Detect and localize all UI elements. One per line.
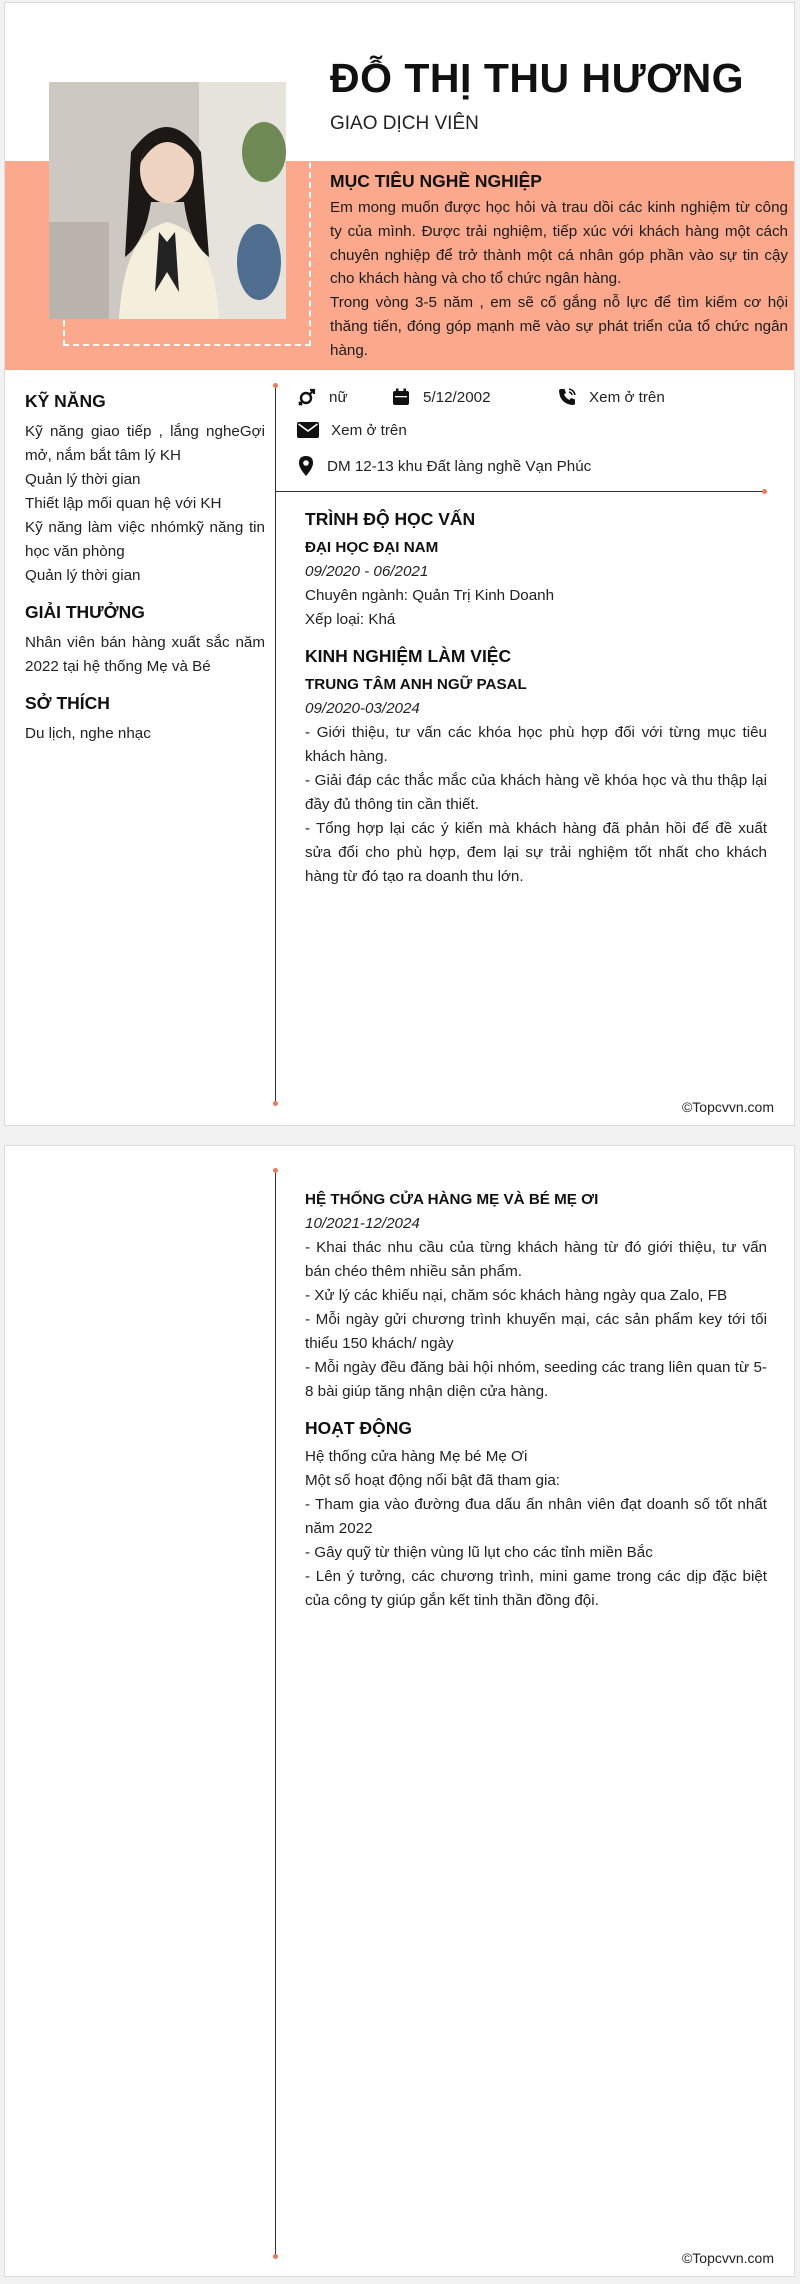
award-item: Nhân viên bán hàng xuất sắc năm 2022 tại hệ thống Mẹ và Bé (25, 634, 265, 675)
education-detail: Chuyên ngành: Quản Trị Kinh Doanh (305, 587, 555, 604)
timeline-dot (273, 383, 278, 388)
contact-birthday (391, 387, 491, 407)
calendar-icon (391, 387, 411, 407)
gender-icon (297, 387, 317, 407)
job-duty: - Giải đáp các thắc mắc của khách hàng về khóa học và thu thập lại đầy đủ thông tin cần thiết. (305, 772, 767, 813)
divider-dot (762, 489, 767, 494)
gender-value: nữ (329, 388, 348, 406)
hobby-item: Du lịch, nghe nhạc (25, 725, 151, 742)
company-name: HỆ THỐNG CỬA HÀNG MẸ VÀ BÉ MẸ ƠI (305, 1191, 599, 1208)
mail-icon (297, 421, 319, 439)
location-pin-icon (297, 455, 315, 477)
job-duty: - Mỗi ngày gửi chương trình khuyến mại, các sản phẩm key tới tối thiểu 150 khách/ ngày (305, 1311, 767, 1352)
company-name: TRUNG TÂM ANH NGỮ PASAL (305, 676, 527, 693)
objective-paragraph: Trong vòng 3-5 năm , em sẽ cố gắng nỗ lực để tìm kiếm cơ hội thăng tiến, đóng góp mạnh mẽ vào sự phát triển của tổ chức ngân hàng. (330, 294, 788, 359)
hobbies-heading: SỞ THÍCH (25, 693, 110, 713)
contact-gender (297, 387, 348, 407)
phone-icon (557, 387, 577, 407)
job-title: GIAO DỊCH VIÊN (330, 113, 479, 134)
experience-job-2 (305, 1188, 767, 1404)
education-section (305, 509, 767, 632)
activity-line: Hệ thống cửa hàng Mẹ bé Mẹ Ơi (305, 1448, 528, 1465)
birthday-value: 5/12/2002 (423, 388, 491, 406)
objective-section (330, 171, 788, 363)
contact-divider (275, 491, 765, 492)
timeline-dot (273, 2254, 278, 2259)
activity-line: - Lên ý tưởng, các chương trình, mini game trong các dịp đặc biệt của công ty giúp gắn kết tinh thần đồng đội. (305, 1568, 767, 1609)
job-duty: - Xử lý các khiếu nại, chăm sóc khách hàng ngày qua Zalo, FB (305, 1287, 728, 1304)
skills-heading: KỸ NĂNG (25, 391, 106, 411)
job-duty: - Tổng hợp lại các ý kiến mà khách hàng đã phản hồi để đề xuất sửa đổi cho phù hợp, đem lại sự trải nghiệm tốt nhất cho khách hàng từ đó tạo ra doanh thu lớn. (305, 820, 767, 885)
education-heading: TRÌNH ĐỘ HỌC VẤN (305, 509, 476, 529)
job-period: 10/2021-12/2024 (305, 1215, 420, 1232)
job-duty: - Giới thiệu, tư vấn các khóa học phù hợp đối với từng mục tiêu khách hàng. (305, 724, 767, 765)
contact-address (297, 455, 591, 477)
email-value: Xem ở trên (331, 421, 407, 439)
skill-item: Quản lý thời gian (25, 471, 141, 488)
awards-heading: GIẢI THƯỞNG (25, 602, 145, 622)
cv-page-1 (4, 2, 795, 1126)
contact-email[interactable] (297, 421, 407, 439)
candidate-name: ĐỖ THỊ THU HƯƠNG (330, 55, 745, 101)
experience-heading: KINH NGHIỆM LÀM VIỆC (305, 646, 512, 666)
objective-paragraph: Em mong muốn được học hỏi và trau dồi các kinh nghiệm từ công ty của mình. Được trải nghiệm, tiếp xúc với khách hàng một cách chuyên nghiệp để trở thành một cá nhân góp phần vào sự tin cậy cho khách hàng và cho tổ chức ngân hàng. (330, 199, 788, 288)
main-content-page-1 (305, 509, 767, 903)
education-period: 09/2020 - 06/2021 (305, 563, 429, 580)
activity-line: - Gây quỹ từ thiện vùng lũ lụt cho các tỉnh miền Bắc (305, 1544, 653, 1561)
footer-brand: ©Topcvvn.com (681, 2250, 774, 2266)
contact-phone[interactable] (557, 387, 665, 407)
skill-item: Kỹ năng làm việc nhómkỹ năng tin học văn phòng (25, 519, 265, 560)
timeline-dot (273, 1101, 278, 1106)
profile-photo (49, 82, 286, 319)
skill-item: Kỹ năng giao tiếp , lắng ngheGợi mở, nắm bắt tâm lý KH (25, 423, 265, 464)
education-detail: Xếp loại: Khá (305, 611, 396, 628)
job-duty: - Khai thác nhu cầu của từng khách hàng từ đó giới thiệu, tư vấn bán chéo thêm nhiều sản phẩm. (305, 1239, 767, 1280)
skills-section (25, 391, 265, 588)
phone-value: Xem ở trên (589, 388, 665, 406)
activity-line: Một số hoạt động nổi bật đã tham gia: (305, 1472, 560, 1489)
timeline-dot (273, 1168, 278, 1173)
footer-brand: ©Topcvvn.com (681, 1099, 774, 1115)
timeline-line (275, 1170, 276, 2256)
main-content-page-2 (305, 1188, 767, 1627)
job-duty: - Mỗi ngày đều đăng bài hội nhóm, seeding các trang liên quan từ 5-8 bài giúp tăng nhận diện cửa hàng. (305, 1359, 767, 1400)
activity-line: - Tham gia vào đường đua dấu ấn nhân viên đạt doanh số tốt nhất năm 2022 (305, 1496, 767, 1537)
awards-section (25, 602, 265, 679)
objective-heading: MỤC TIÊU NGHỀ NGHIỆP (330, 171, 542, 191)
job-period: 09/2020-03/2024 (305, 700, 420, 717)
activities-heading: HOẠT ĐỘNG (305, 1418, 412, 1438)
activities-section (305, 1418, 767, 1613)
hobbies-section (25, 693, 265, 746)
timeline-line (275, 385, 276, 1103)
left-column (25, 391, 265, 760)
skill-item: Thiết lập mối quan hệ với KH (25, 495, 222, 512)
cv-page-2 (4, 1145, 795, 2277)
address-value: DM 12-13 khu Đất làng nghề Vạn Phúc (327, 457, 592, 475)
experience-section (305, 646, 767, 889)
skill-item: Quản lý thời gian (25, 567, 141, 584)
school-name: ĐẠI HỌC ĐẠI NAM (305, 539, 439, 556)
